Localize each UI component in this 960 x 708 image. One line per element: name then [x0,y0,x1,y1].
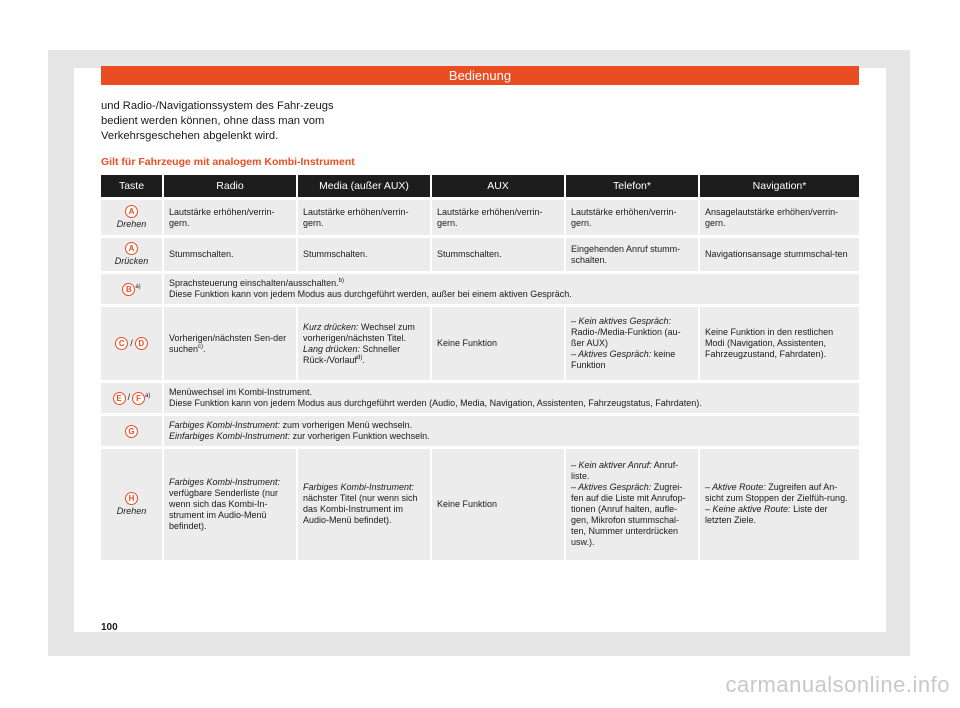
cell-label: Kurz drücken: [303,321,359,332]
footnote-mark: a) [145,392,151,399]
span-line-1: Menüwechsel im Kombi-Instrument. [169,387,313,397]
cell-text: verfügbare Senderliste (nur wenn sich das Kombi-In-strument im Audio-Menü befindet). [169,487,279,531]
col-header-aux: AUX [431,175,565,199]
key-d-icon: D [135,337,148,350]
cell-label: Farbiges Kombi-Instrument: [169,420,281,430]
cell-radio: Vorherigen/nächsten Sen-der suchen$^{c)}$. [163,306,297,382]
cell-label: Farbiges Kombi-Instrument: [303,482,415,493]
cell-span [163,382,859,415]
cell-label: – Aktives Gespräch: [571,482,652,493]
key-cell [101,448,163,560]
table-header-row [101,175,859,199]
cell-media: Stummschalten. [297,237,431,273]
cell-text: Liste der letzten Ziele. [705,504,828,526]
footnote-mark: a) [135,283,141,290]
table-row [101,415,859,448]
footnote-mark: c) [198,343,204,350]
key-cell [101,199,163,237]
col-header-radio: Radio [163,175,297,199]
section-title: Gilt für Fahrzeuge mit analogem Kombi-Instrument [101,156,355,168]
cell-text: Zugrei-fen auf die Liste mit Anrufop-tionen (Anruf halten, aufle-gen, Mikrofon stummschal-ten, Nummer unterdrücken usw.). [571,482,686,548]
cell-text: nächster Titel (nur wenn sich das Kombi-Instrument im Audio-Menü befindet). [303,493,418,526]
cell-media: Kurz drücken: Wechsel zum vorherigen/nächsten Titel. Lang drücken: Schneller Rück-/Vorlauf$^{d)}$. [297,306,431,382]
key-action: Drücken [114,256,149,266]
key-cell [101,415,163,448]
key-a-icon: A [125,242,138,255]
key-action: Drehen [116,219,147,229]
cell-text: Zugreifen auf An-sicht zum Stoppen der Zielfüh-rung. [705,482,848,504]
key-c-icon: C [115,337,128,350]
key-a-icon: A [125,205,138,218]
key-cell [101,382,163,415]
key-cell [101,273,163,306]
cell-text: zur vorherigen Funktion wechseln. [290,431,430,441]
cell-text: Radio-/Media-Funktion (au-ßer AUX) [571,327,681,348]
key-cell [101,306,163,382]
cell-navigation [699,448,859,560]
cell-label: Einfarbiges Kombi-Instrument: [169,431,291,441]
span-line-1: Sprachsteuerung einschalten/ausschalten. [169,278,339,288]
col-header-telefon: Telefon* [565,175,699,199]
cell-aux: Keine Funktion [431,448,565,560]
cell-label: – Kein aktives Gespräch: [571,316,672,326]
cell-radio: Stummschalten. [163,237,297,273]
cell-navigation: Ansagelautstärke erhöhen/verrin-gern. [699,199,859,237]
cell-text: zum vorherigen Menü wechseln. [280,420,413,430]
table-row [101,306,859,382]
cell-label: Farbiges Kombi-Instrument: [169,476,281,487]
table-row [101,273,859,306]
chapter-header: Bedienung [101,66,859,85]
col-header-navigation: Navigation* [699,175,859,199]
cell-media [297,448,431,560]
cell-telefon [565,306,699,382]
key-action: Drehen [116,505,147,516]
table-row [101,199,859,237]
cell-telefon: Eingehenden Anruf stumm-schalten. [565,237,699,273]
cell-aux: Lautstärke erhöhen/verrin-gern. [431,199,565,237]
intro-paragraph: und Radio-/Navigationssystem des Fahr-zeugs bedient werden können, ohne dass man vom Verkehrsgeschehen abgelenkt wird. [101,100,334,142]
col-header-media: Media (außer AUX) [297,175,431,199]
cell-text: Schneller Rück-/Vorlauf [303,343,401,365]
table-row [101,382,859,415]
cell-navigation: Navigationsansage stummschal-ten [699,237,859,273]
cell-navigation: Keine Funktion in den restlichen Modi (Navigation, Assistenten, Fahrzeugzustand, Fahrdaten). [699,306,859,382]
watermark: carmanualsonline.info [725,672,950,697]
cell-text: keine Funktion [571,349,676,370]
footnote-mark: b) [338,278,344,284]
cell-label: – Kein aktiver Anruf: [571,460,652,471]
key-e-icon: E [113,392,126,405]
cell-text: Wechsel zum vorherigen/nächsten Titel. [303,321,415,343]
controls-table [101,175,859,560]
cell-label: – Aktives Gespräch: [571,349,652,359]
cell-label: – Aktive Route: [705,482,766,493]
key-separator: / [127,392,131,403]
cell-media: Lautstärke erhöhen/verrin-gern. [297,199,431,237]
footnote-mark: d) [357,354,363,361]
cell-label: – Keine aktive Route: [705,504,791,515]
cell-radio: Lautstärke erhöhen/verrin-gern. [163,199,297,237]
cell-span [163,273,859,306]
key-f-icon: F [132,392,145,405]
key-h-icon: H [125,492,138,505]
table-row [101,237,859,273]
key-cell [101,237,163,273]
page-number: 100 [101,622,118,633]
col-header-taste: Taste [101,175,163,199]
cell-radio [163,448,297,560]
cell-aux: Stummschalten. [431,237,565,273]
cell-label: Lang drücken: [303,343,361,354]
cell-telefon [565,448,699,560]
cell-span [163,415,859,448]
key-g-icon: G [125,425,138,438]
key-separator: / [130,337,133,348]
cell-text: Vorherigen/nächsten Sen-der suchen [169,332,287,354]
cell-text: Anruf-liste. [571,460,679,482]
cell-telefon: Lautstärke erhöhen/verrin-gern. [565,199,699,237]
cell-aux: Keine Funktion [431,306,565,382]
span-line-2: Diese Funktion kann von jedem Modus aus durchgeführt werden (Audio, Media, Navigation, Assistenten, Fahrzeugstatus, Fahrdaten). [169,398,702,408]
key-b-icon: B [122,283,135,296]
table-row [101,448,859,560]
span-line-2: Diese Funktion kann von jedem Modus aus durchgeführt werden, außer bei einem aktiven Gespräch. [169,289,572,299]
